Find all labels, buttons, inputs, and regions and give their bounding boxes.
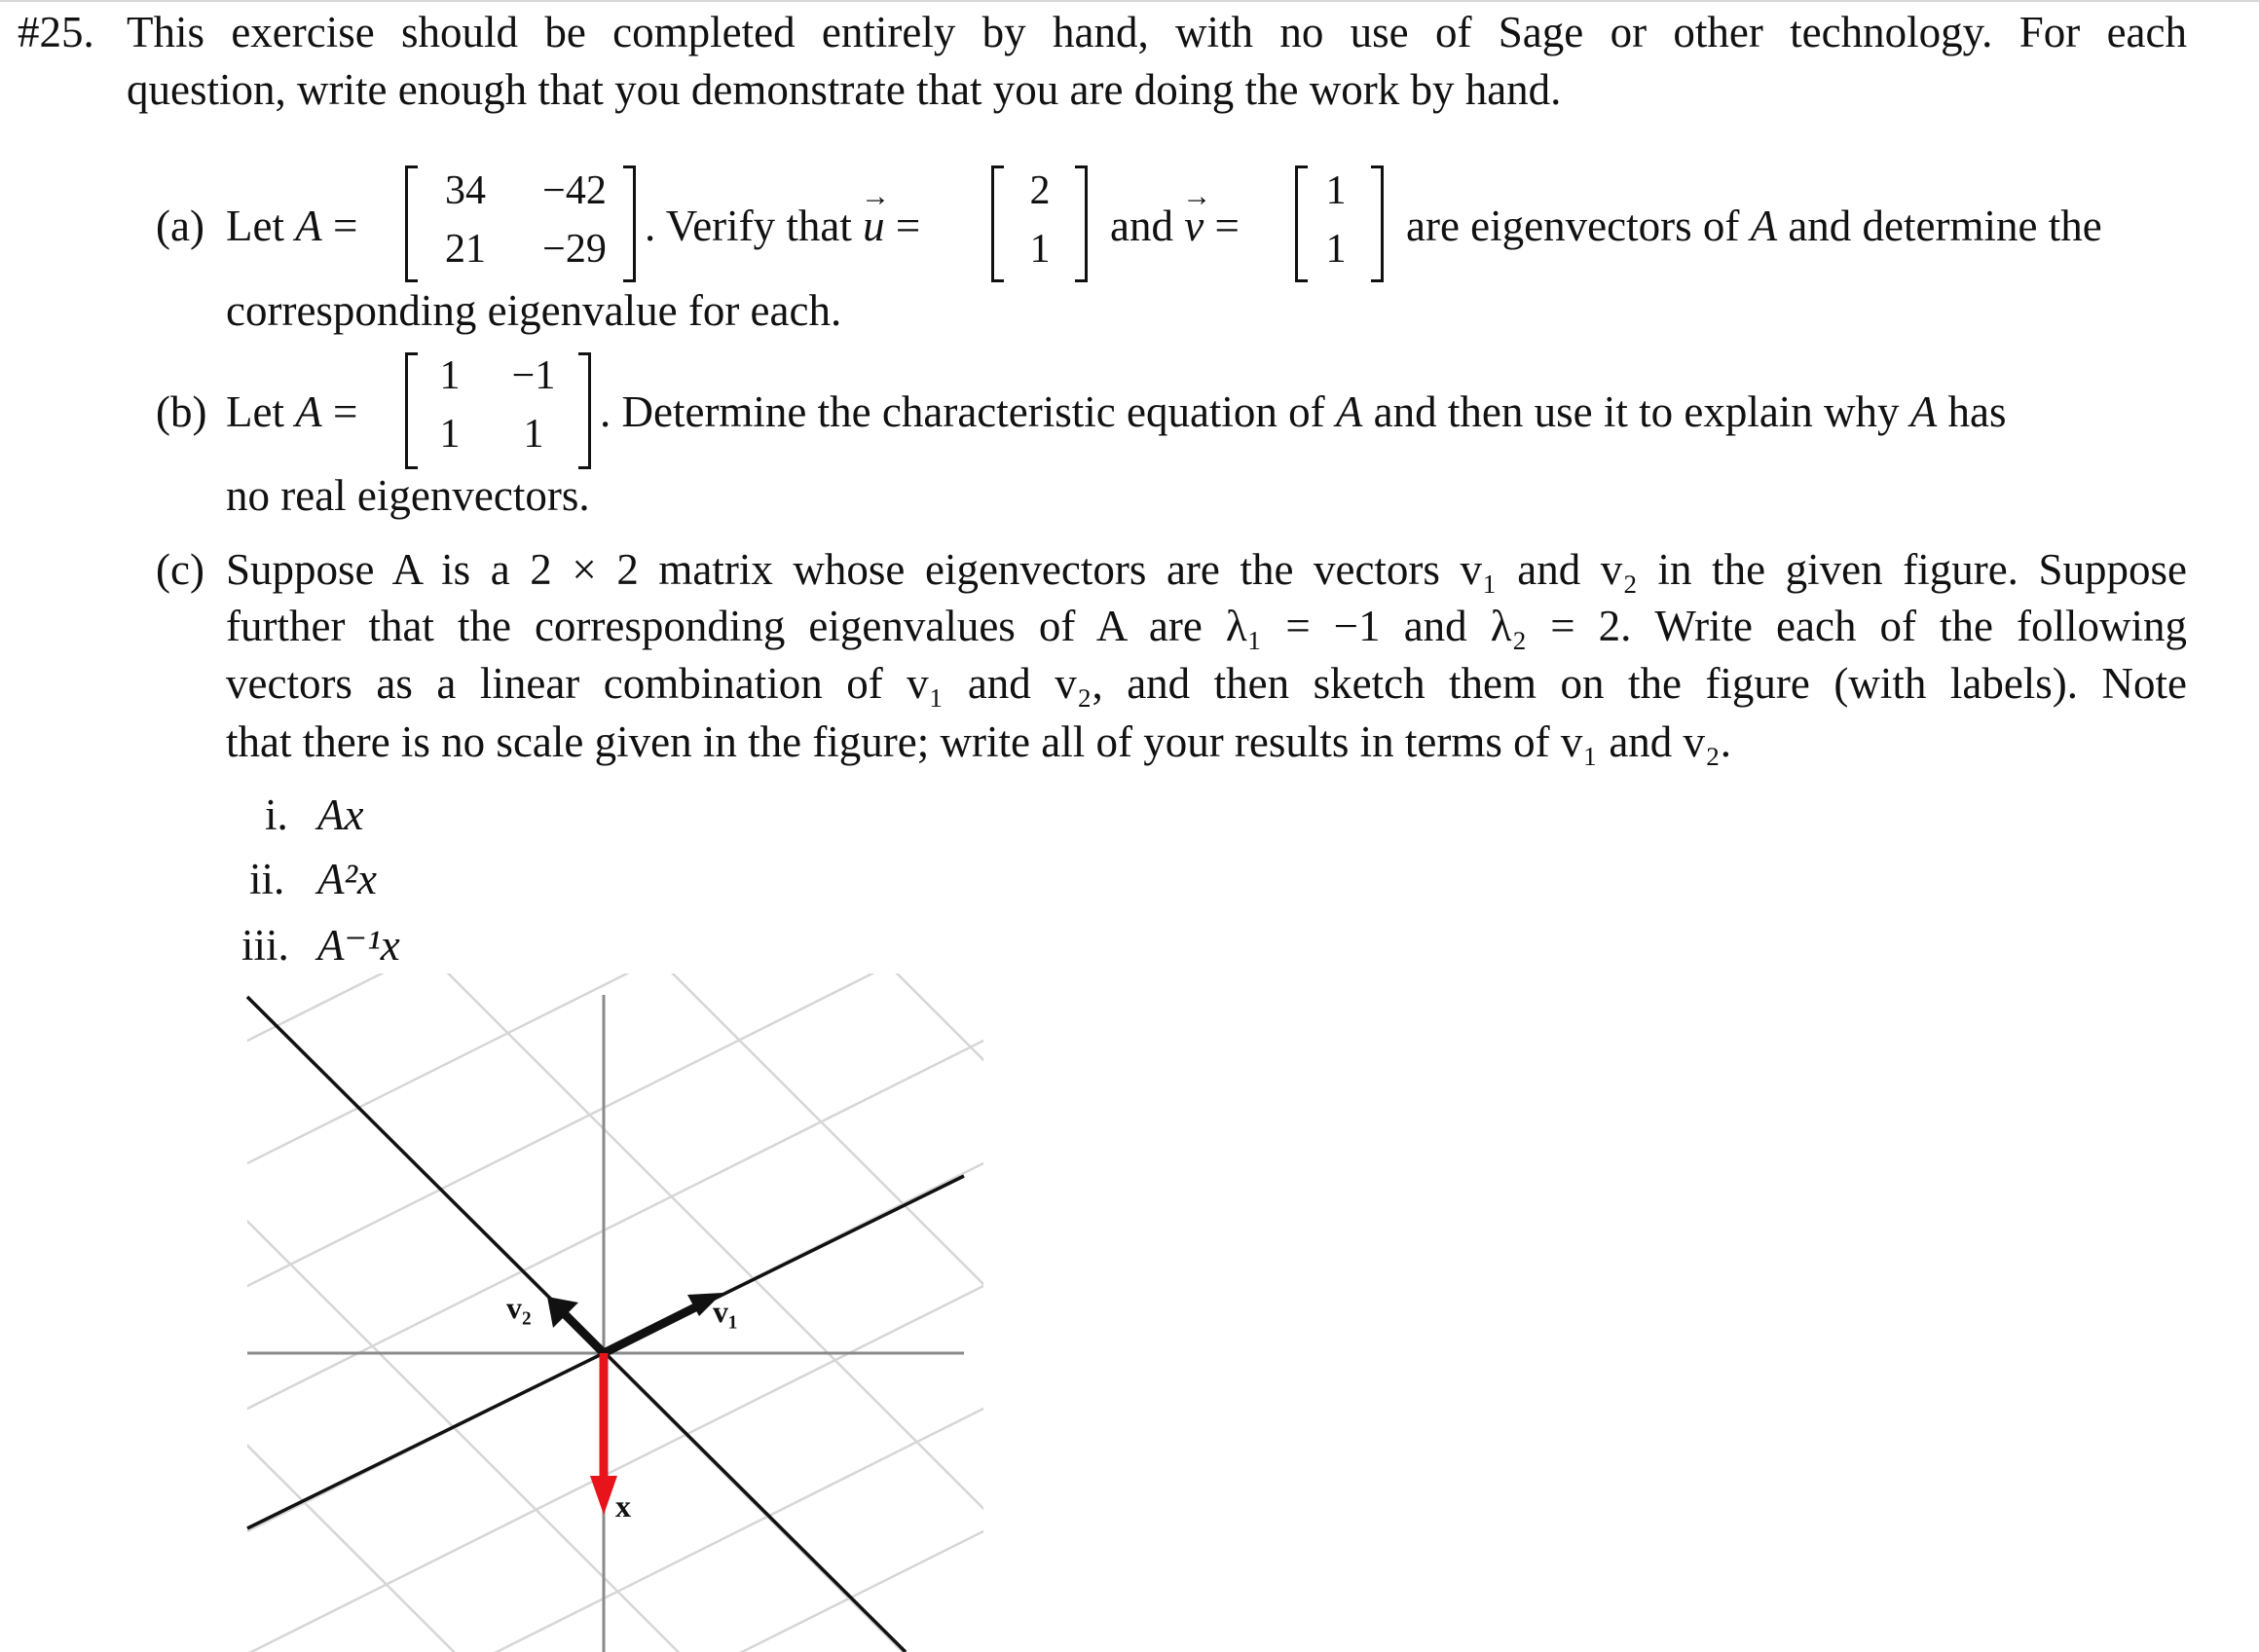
- right-bracket: [623, 165, 636, 282]
- vector-entry: 1: [1325, 168, 1347, 213]
- top-divider: [0, 0, 2259, 2]
- part-b-label: (b): [156, 387, 207, 436]
- v1-vector: [604, 1306, 697, 1353]
- part-c-label: (c): [156, 545, 204, 594]
- matrix-cell: 1: [439, 412, 461, 457]
- grid-line: [224, 973, 674, 1652]
- eigenvector-figure: [224, 973, 983, 1652]
- matrix-cell: 1: [523, 412, 544, 457]
- grid-line: [235, 973, 983, 1652]
- v2-label: v₂: [506, 1290, 532, 1325]
- exercise-number: #25.: [18, 8, 94, 56]
- part-a-label: (a): [156, 202, 204, 250]
- part-c-line-3: vectors as a linear combination of v₁ and v₂, and then sketch them on the figure (with labels). Note: [226, 659, 2187, 708]
- matrix-cell: 21: [445, 227, 486, 272]
- item-i-number: i.: [265, 790, 288, 839]
- instructions-line-2: question, write enough that you demonstrate that you are doing the work by hand.: [127, 65, 1562, 114]
- left-bracket: [405, 165, 418, 282]
- item-i-expr: Ax: [317, 790, 364, 839]
- grid-line: [982, 973, 983, 1573]
- part-a-and-v: and → v =: [1110, 198, 1240, 254]
- instructions-line-1: This exercise should be completed entirely by hand, with no use of Sage or other technology. For each: [127, 8, 2187, 56]
- grid-line: [224, 984, 524, 1652]
- part-b-let: Let A =: [226, 387, 358, 436]
- part-c-line-1: Suppose A is a 2 × 2 matrix whose eigenvectors are the vectors v₁ and v₂ in the given figure. Suppose: [226, 545, 2187, 594]
- item-iii-expr: A⁻¹x: [317, 921, 400, 970]
- part-b-line-2: no real eigenvectors.: [226, 471, 590, 520]
- part-c-line-4: that there is no scale given in the figure; write all of your results in terms of v₁ and v₂.: [226, 717, 1731, 766]
- grid-line: [224, 973, 973, 1652]
- item-ii-expr: A²x: [317, 855, 377, 903]
- vector-entry: 2: [1029, 168, 1051, 213]
- matrix-cell: 34: [445, 168, 486, 213]
- right-bracket: [1075, 165, 1088, 282]
- x-label: x: [615, 1488, 631, 1524]
- right-bracket: [1371, 165, 1384, 282]
- left-bracket: [991, 165, 1004, 282]
- item-ii-number: ii.: [249, 855, 285, 903]
- part-a-verify: . Verify that → u =: [645, 198, 920, 254]
- part-a-let: Let A =: [226, 202, 358, 250]
- part-c-line-2: further that the corresponding eigenvalues of A are λ₁ = −1 and λ₂ = 2. Write each of the following: [226, 602, 2187, 650]
- grid-line: [833, 973, 983, 1647]
- left-bracket: [405, 352, 418, 469]
- v1-label: v₁: [713, 1294, 738, 1329]
- item-iii-number: iii.: [241, 921, 289, 970]
- part-b-rest: . Determine the characteristic equation of A and then use it to explain why A has: [600, 387, 2007, 436]
- vector-entry: 1: [1325, 227, 1347, 272]
- x-arrowhead: [590, 1476, 617, 1515]
- part-a-line-2: corresponding eigenvalue for each.: [226, 286, 842, 335]
- part-a-rest: are eigenvectors of A and determine the: [1406, 202, 2102, 250]
- v2-vector: [563, 1312, 604, 1353]
- matrix-cell: 1: [439, 353, 461, 398]
- left-bracket: [1295, 165, 1308, 282]
- matrix-cell: −42: [542, 168, 607, 213]
- matrix-cell: −29: [542, 227, 607, 272]
- vector-entry: 1: [1029, 227, 1051, 272]
- grid-line: [224, 1133, 225, 1652]
- matrix-cell: −1: [511, 353, 556, 398]
- right-bracket: [578, 352, 591, 469]
